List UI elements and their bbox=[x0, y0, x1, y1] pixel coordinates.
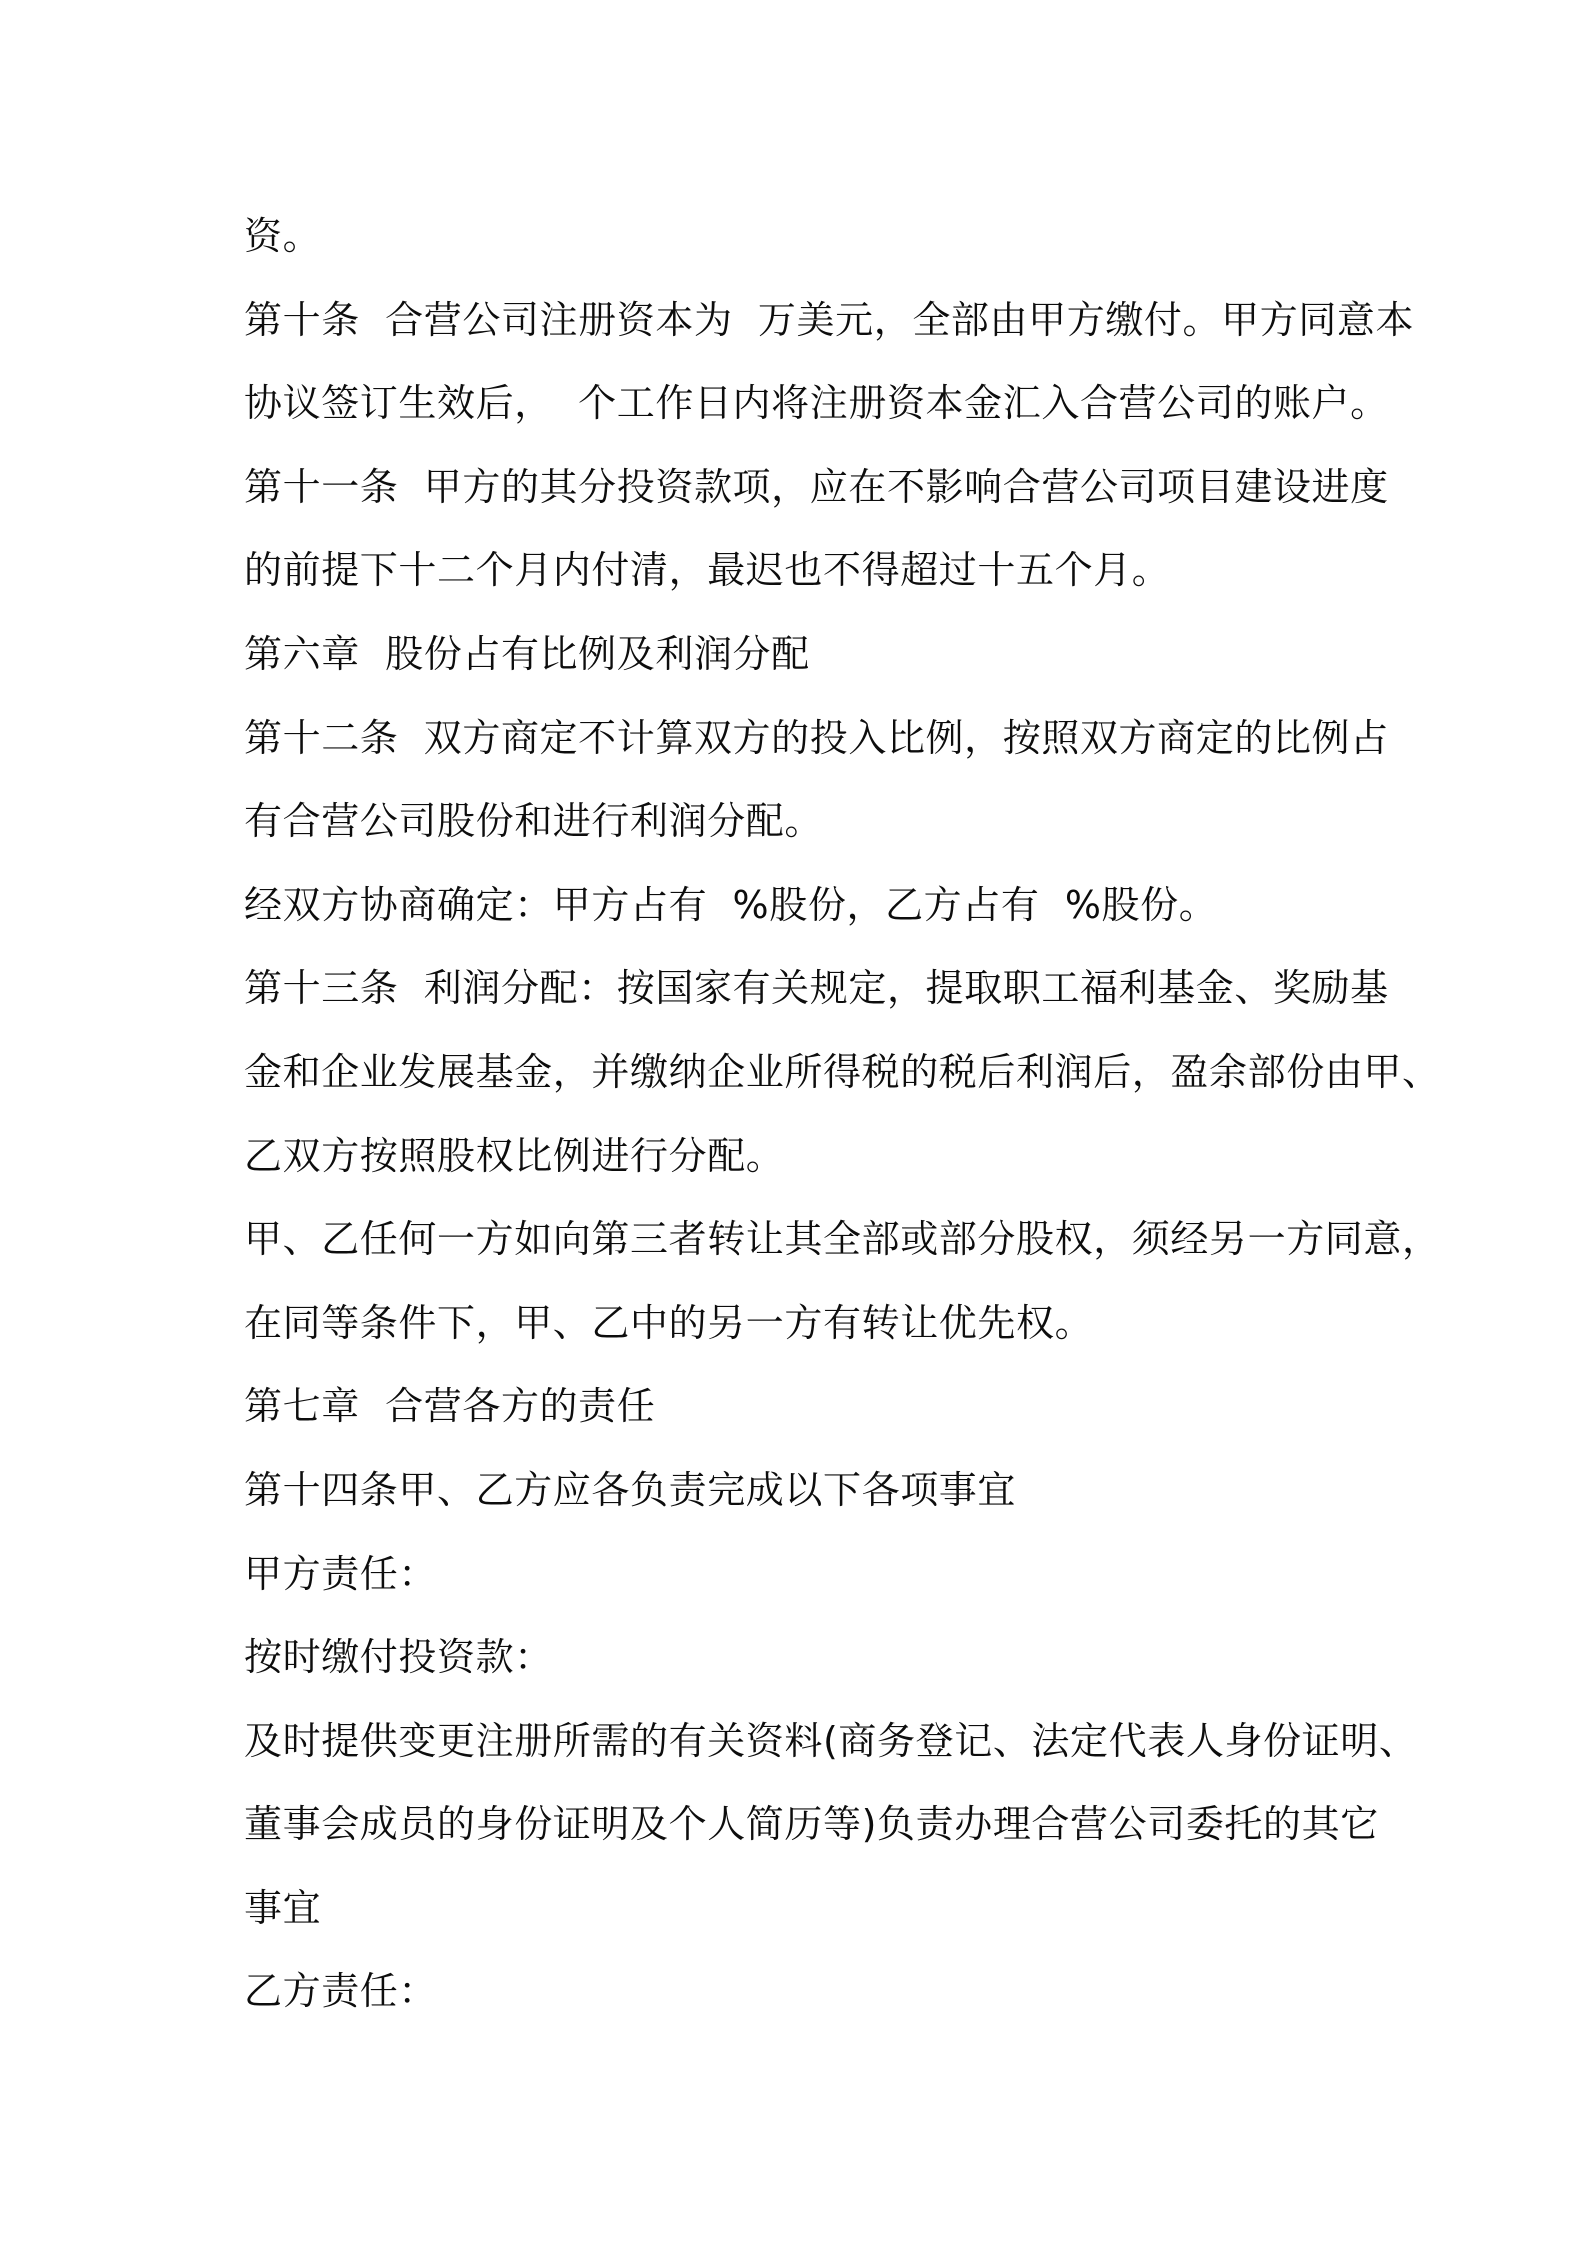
chapter-6-heading: 第六章 股份占有比例及利润分配 bbox=[244, 631, 810, 676]
article-14-line: 第十四条甲、乙方应各负责完成以下各项事宜 bbox=[244, 1467, 1017, 1512]
party-b-heading: 乙方责任： bbox=[244, 1969, 438, 2014]
party-a-duty-1: 按时缴付投资款： bbox=[244, 1635, 553, 1680]
share-ratio-line: 经双方协商确定：甲方占有 %股份，乙方占有 %股份。 bbox=[244, 882, 1218, 927]
article-11-line-2: 的前提下十二个月内付清，最迟也不得超过十五个月。 bbox=[244, 548, 1171, 593]
article-11-line-1: 第十一条 甲方的其分投资款项，应在不影响合营公司项目建设进度 bbox=[244, 464, 1389, 509]
article-10-line-1: 第十条 合营公司注册资本为 万美元，全部由甲方缴付。甲方同意本 bbox=[244, 297, 1415, 342]
transfer-clause-line-2: 在同等条件下，甲、乙中的另一方有转让优先权。 bbox=[244, 1300, 1094, 1345]
party-a-duty-2-line-1: 及时提供变更注册所需的有关资料(商务登记、法定代表人身份证明、 bbox=[244, 1718, 1418, 1763]
article-12-line-2: 有合营公司股份和进行利润分配。 bbox=[244, 799, 824, 844]
party-a-heading: 甲方责任： bbox=[244, 1551, 438, 1596]
article-13-line-2: 金和企业发展基金，并缴纳企业所得税的税后利润后，盈余部份由甲、 bbox=[244, 1049, 1441, 1094]
article-10-line-2: 协议签订生效后， 个工作日内将注册资本金汇入合营公司的账户。 bbox=[244, 381, 1389, 426]
article-13-line-3: 乙双方按照股权比例进行分配。 bbox=[244, 1133, 785, 1178]
article-13-line-1: 第十三条 利润分配：按国家有关规定，提取职工福利基金、奖励基 bbox=[244, 966, 1389, 1011]
party-a-duty-2-line-2: 董事会成员的身份证明及个人简历等)负责办理合营公司委托的其它 bbox=[244, 1802, 1379, 1847]
text-line: 资。 bbox=[244, 214, 322, 258]
article-12-line-1: 第十二条 双方商定不计算双方的投入比例，按照双方商定的比例占 bbox=[244, 715, 1389, 760]
party-a-duty-2-line-3: 事宜 bbox=[244, 1885, 322, 1930]
chapter-7-heading: 第七章 合营各方的责任 bbox=[244, 1384, 656, 1429]
document-body bbox=[244, 195, 1441, 2034]
transfer-clause-line-1: 甲、乙任何一方如向第三者转让其全部或部分股权，须经另一方同意， bbox=[244, 1217, 1441, 1262]
